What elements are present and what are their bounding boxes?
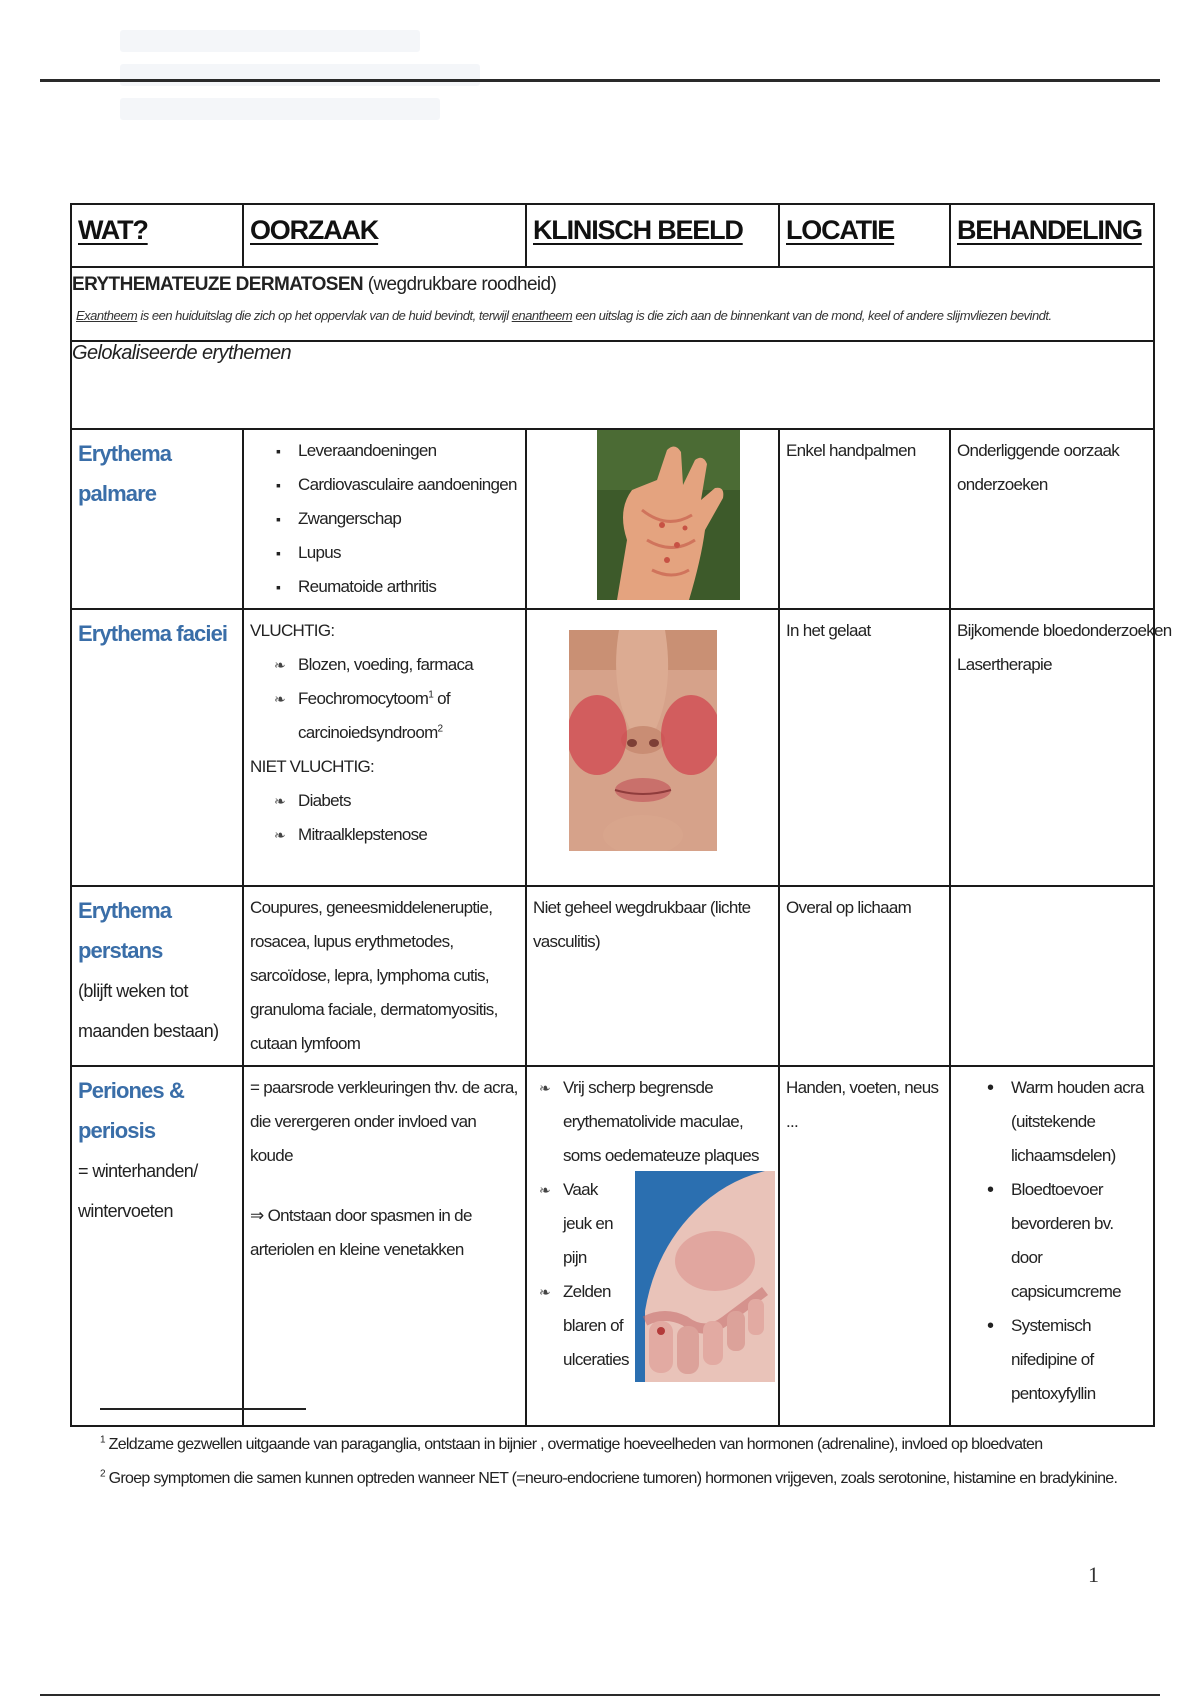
palmare-oorzaak-cell <box>243 429 526 609</box>
toes-photo <box>635 1171 775 1382</box>
palmare-behandeling-cell <box>950 429 1154 609</box>
periones-klinisch-cell <box>526 1066 779 1426</box>
perstans-name: Erythema perstans <box>78 898 172 963</box>
faciei-behandeling-cell <box>950 609 1172 886</box>
note-mid: is een huiduitslag die zich op het oppervlak van de huid bevindt, terwijl <box>137 308 512 323</box>
header-locatie: LOCATIE <box>779 204 950 267</box>
faciei-behandeling-1: Bijkomende bloedonderzoeken <box>957 621 1172 640</box>
note-end: een uitslag is die zich aan de binnenkant van de mond, keel of andere slijmvliezen bevindt. <box>572 308 1052 323</box>
periones-locatie: Handen, voeten, neus ... <box>786 1078 939 1131</box>
faint-watermark-header <box>120 30 500 180</box>
periones-name-cell <box>71 1066 243 1426</box>
list-item: ❧ Mitraalklepstenose <box>250 818 519 852</box>
niet-vluchtig-label: NIET VLUCHTIG: <box>250 757 375 776</box>
periones-name-sub: = winterhanden/ wintervoeten <box>78 1161 198 1221</box>
header-behandeling: BEHANDELING <box>950 204 1154 267</box>
list-item <box>250 682 519 750</box>
carcinoied-text: of carcinoiedsyndroom <box>298 689 450 742</box>
row-erythema-palmare <box>71 429 1154 609</box>
list-item: ▪ Lupus <box>250 536 519 570</box>
list-item: ▪ Cardiovasculaire aandoeningen <box>250 468 519 502</box>
footnote-2 <box>100 1462 1140 1496</box>
periones-oorzaak-1: = paarsrode verkleuringen thv. de acra, die verergeren onder invloed van koude <box>250 1078 518 1165</box>
faciei-locatie-cell <box>779 609 950 886</box>
header-oorzaak: OORZAAK <box>243 204 526 267</box>
footnote-1-num: 1 <box>100 1434 105 1446</box>
section-title <box>72 274 1153 296</box>
vluchtig-list <box>250 648 519 750</box>
page-number: 1 <box>1088 1562 1099 1587</box>
list-item: • Systemisch nifedipine of pentoxyfyllin <box>957 1309 1147 1411</box>
list-item: ❧ Blozen, voeding, farmaca <box>250 648 519 682</box>
faciei-klinisch-cell <box>526 609 779 886</box>
subsection-row <box>71 341 1154 429</box>
list-item: ▪ Zwangerschap <box>250 502 519 536</box>
perstans-klinisch-cell <box>526 886 779 1066</box>
dermatology-table <box>70 203 1172 1427</box>
periones-locatie-cell <box>779 1066 950 1426</box>
periones-behandeling-list <box>957 1071 1147 1411</box>
list-item: ❧ Diabets <box>250 784 519 818</box>
feochromocytoom-text: Feochromocytoom <box>298 689 429 708</box>
perstans-name-cell <box>71 886 243 1066</box>
footnote-ref-2: 2 <box>437 723 443 735</box>
note-term-enantheem: enantheem <box>511 308 573 323</box>
section-title-rest: (wegdrukbare roodheid) <box>363 274 557 295</box>
perstans-klinisch: Niet geheel wegdrukbaar (lichte vasculitis) <box>533 898 751 951</box>
palmare-behandeling: Onderliggende oorzaak onderzoeken <box>957 441 1120 494</box>
footnote-2-text: Groep symptomen die samen kunnen optreden wanneer NET (=neuro-endocriene tumoren) hormonen vrijgeven, zoals serotonine, histamine en bradykinine. <box>104 1470 1118 1487</box>
footnotes <box>100 1428 1140 1496</box>
subsection-cell <box>71 341 1154 429</box>
palmare-locatie: Enkel handpalmen <box>786 441 916 460</box>
niet-vluchtig-list <box>250 784 519 852</box>
section-title-bold: ERYTHEMATEUZE DERMATOSEN <box>72 274 364 295</box>
section-note <box>72 308 1153 323</box>
subsection-title: Gelokaliseerde erythemen <box>72 342 292 364</box>
row-erythema-faciei <box>71 609 1154 886</box>
list-item: ▪ Leveraandoeningen <box>250 434 519 468</box>
footnote-ref-1: 1 <box>428 689 434 701</box>
palmare-klinisch-cell <box>526 429 779 609</box>
faciei-behandeling-2: Lasertherapie <box>957 655 1052 674</box>
list-item: ❧ Vaak jeuk en pijn <box>533 1173 629 1275</box>
faciei-locatie: In het gelaat <box>786 621 871 640</box>
palmare-name-cell <box>71 429 243 609</box>
header-klinisch-beeld: KLINISCH BEELD <box>526 204 779 267</box>
row-erythema-perstans <box>71 886 1154 1066</box>
section-row <box>71 267 1154 341</box>
perstans-behandeling-cell <box>950 886 1154 1066</box>
footnote-1 <box>100 1428 1140 1462</box>
perstans-name-sub: (blijft weken tot maanden bestaan) <box>78 981 219 1041</box>
perstans-locatie-cell <box>779 886 950 1066</box>
list-item: ▪ Reumatoide arthritis <box>250 570 519 604</box>
faciei-name: Erythema faciei <box>78 621 228 646</box>
header-row <box>71 204 1154 267</box>
palmare-causes-list <box>250 434 519 604</box>
section-cell <box>71 267 1154 341</box>
list-item: • Warm houden acra (uitstekende lichaamsdelen) <box>957 1071 1147 1173</box>
perstans-oorzaak: Coupures, geneesmiddeleneruptie, rosacea, lupus erythmetodes, sarcoïdose, lepra, lymphoma cutis, granuloma faciale, dermatomyositis, cutaan lymfoom <box>250 898 498 1053</box>
list-item: ❧ Zelden blaren of ulceraties <box>533 1275 629 1377</box>
periones-behandeling-cell <box>950 1066 1154 1426</box>
footnote-1-text: Zeldzame gezwellen uitgaande van paraganglia, ontstaan in bijnier , overmatige hoeveelheden van hormonen (adrenaline), invloed op bloedvaten <box>104 1436 1043 1453</box>
vluchtig-label: VLUCHTIG: <box>250 621 335 640</box>
face-photo <box>569 630 717 851</box>
header-wat: WAT? <box>71 204 243 267</box>
footnote-2-num: 2 <box>100 1468 105 1480</box>
perstans-locatie: Overal op lichaam <box>786 898 912 917</box>
palm-photo <box>597 430 740 600</box>
footnote-rule <box>100 1408 306 1410</box>
top-rule <box>40 79 1160 82</box>
faciei-oorzaak-cell <box>243 609 526 886</box>
palmare-locatie-cell <box>779 429 950 609</box>
periones-oorzaak-cell <box>243 1066 526 1426</box>
bottom-rule <box>40 1694 1160 1696</box>
perstans-oorzaak-cell <box>243 886 526 1066</box>
list-item: • Bloedtoevoer bevorderen bv. door capsicumcreme <box>957 1173 1147 1309</box>
faciei-name-cell <box>71 609 243 886</box>
row-periones-periosis <box>71 1066 1154 1426</box>
palmare-name: Erythema palmare <box>78 441 172 506</box>
periones-oorzaak-2: ⇒ Ontstaan door spasmen in de arteriolen en kleine venetakken <box>250 1206 472 1259</box>
periones-name: Periones & periosis <box>78 1078 184 1143</box>
note-term-exantheem: Exantheem <box>76 308 138 323</box>
list-item: ❧ Vrij scherp begrensde erythematolivide maculae, soms oedemateuze plaques <box>533 1071 772 1173</box>
